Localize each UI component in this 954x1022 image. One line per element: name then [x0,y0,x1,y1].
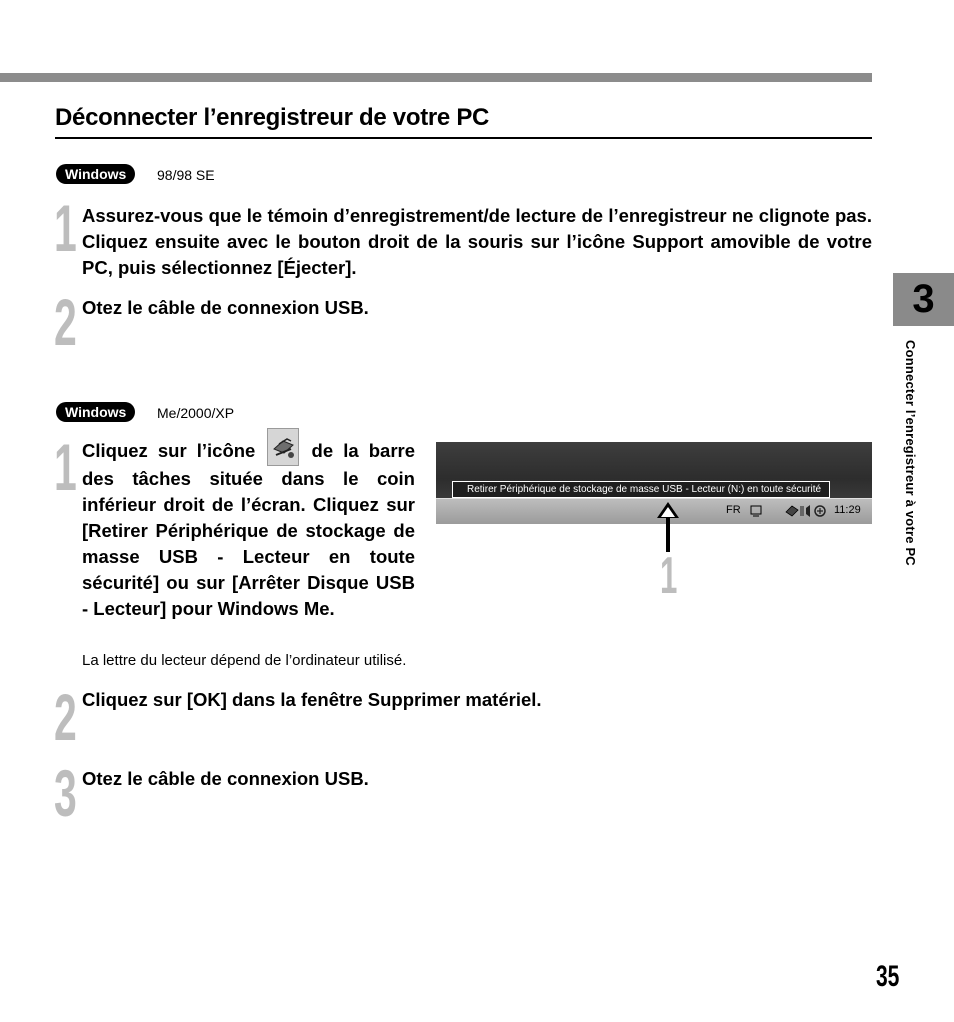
windows-version-98: 98/98 SE [157,167,215,183]
windows-badge-98: Windows [56,164,135,184]
step-number-me-2: 2 [54,680,77,754]
step-text-me-3: Otez le câble de connexion USB. [82,768,369,789]
top-rule [0,73,872,82]
taskbar [436,498,872,524]
title-underline [55,137,872,139]
language-indicator[interactable]: FR [726,504,741,516]
page-number: 35 [876,960,900,993]
chapter-side-label: Connecter l’enregistreur à votre PC [903,340,918,566]
step-text-me-1 [82,438,415,622]
taskbar-screenshot [436,442,872,524]
step-number-98-1: 1 [54,191,77,265]
windows-version-me: Me/2000/XP [157,405,235,421]
step-number-me-3: 3 [54,756,77,830]
step-text-me-1-before: Cliquez sur l’icône [82,440,256,461]
drive-letter-note: La lettre du lecteur dépend de l’ordinateur utilisé. [82,652,407,669]
taskbar-clock[interactable]: 11:29 [834,504,861,516]
step-number-me-1: 1 [54,430,77,504]
step-number-98-2: 2 [54,285,77,359]
callout-arrow-icon [655,500,681,554]
system-tray-icons[interactable] [784,502,830,520]
safely-remove-tooltip: Retirer Périphérique de stockage de masse USB - Lecteur (N:) en toute sécurité [452,481,830,498]
section-title: Déconnecter l’enregistreur de votre PC [55,104,490,131]
chapter-tab: 3 [893,273,954,326]
callout-label: 1 [660,547,678,605]
windows-badge-me: Windows [56,402,135,422]
step-text-98-2: Otez le câble de connexion USB. [82,297,369,318]
keyboard-icon[interactable] [749,503,763,519]
step-text-98-1: Assurez-vous que le témoin d’enregistrement/de lecture de l’enregistreur ne clignote pas. Cliquez ensuite avec le bouton droit de la souris sur l’icône Support amovible de votre PC, puis sélectionnez [Éjecter]. [82,205,872,278]
step-text-me-1-after: de la barre des tâches située dans le coin inférieur droit de l’écran. Cliquez sur [Retirer Périphérique de stockage de masse USB - Lecteur en toute sécurité] ou sur [Arrêter Disque USB - Lecteur] pour Windows Me. [82,440,416,620]
usb-eject-icon [267,428,299,466]
step-text-me-2: Cliquez sur [OK] dans la fenêtre Supprimer matériel. [82,689,542,710]
